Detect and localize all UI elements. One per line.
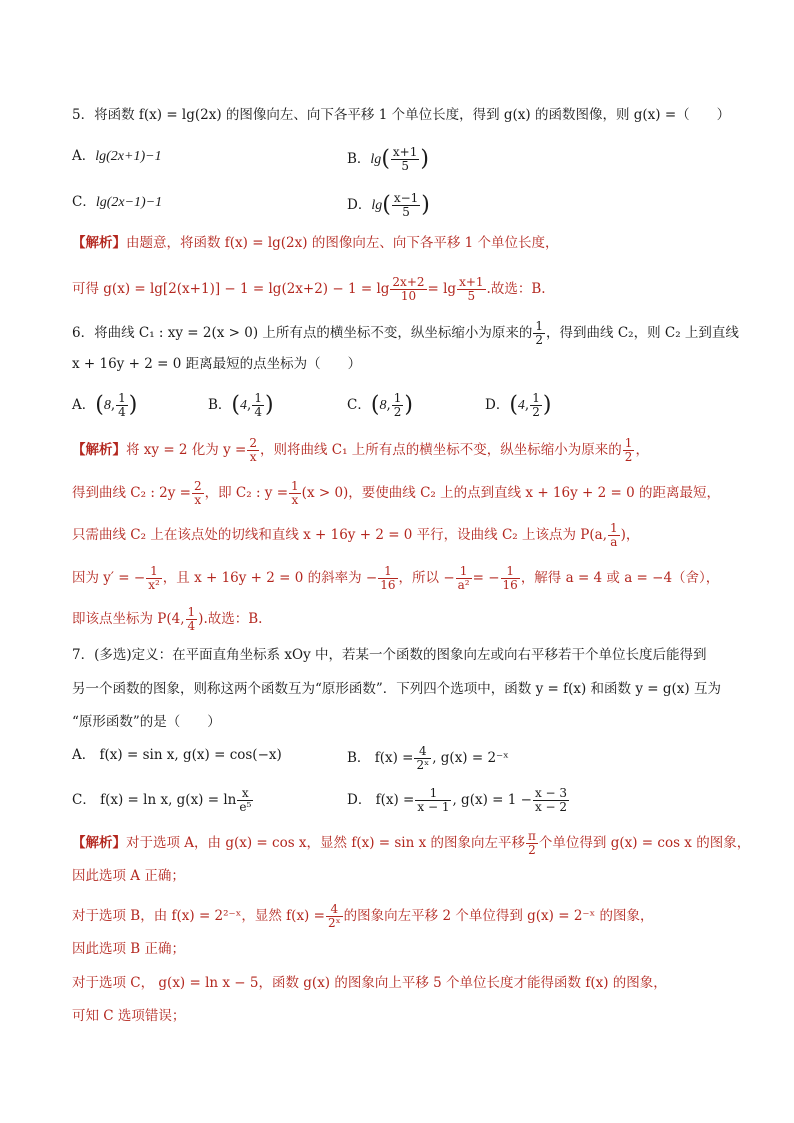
q7-analysis-line3: 对于选项 B，由 f(x) = 2²⁻ˣ，显然 f(x) = $\frac{4}{\text{2ˣ}}$ 的图象向左平移 2 个单位得到 g(x) = 2⁻ˣ 的图象， bbox=[72, 902, 654, 930]
q7-analysis-line2: 因此选项 A 正确； bbox=[72, 868, 185, 884]
q6-stem-line1: 6．将曲线 C₁ : xy = 2(x > 0) 上所有点的横坐标不变，纵坐标缩小为原来的 $\frac{1}{2}$ ，得到曲线 C₂，则 C₂ 上到直线 bbox=[72, 319, 739, 347]
q7-analysis-line4: 因此选项 B 正确； bbox=[72, 941, 186, 957]
q6-analysis-line2: 得到曲线 C₂ : 2y = $\frac{2}{x}$ ，即 C₂ : y = $\frac{1}{x}$ (x > 0)，要使曲线 C₂ 上的点到直线 x + 16y + 2 = 0 的距离最短， bbox=[72, 479, 720, 507]
q7-analysis-line6: 可知 C 选项错误； bbox=[72, 1008, 186, 1024]
q5-option-d: D．lg( $\frac{x-1}{5}$ ) bbox=[347, 191, 430, 219]
q5-option-b: B．lg( $\frac{x+1}{5}$ ) bbox=[347, 145, 429, 173]
q7-option-c: C． f(x) = ln x, g(x) = ln $\frac{x}{\text{e⁵}}$ bbox=[72, 786, 252, 814]
q7-analysis-line1: 【解析】对于选项 A，由 g(x) = cos x，显然 f(x) = sin x 的图象向左平移 $\frac{\pi}{2}$ 个单位得到 g(x) = cos x 的图象， bbox=[72, 829, 751, 857]
q6-option-a: A．(8, $\frac{1}{4}$ ) bbox=[72, 391, 138, 419]
q5-analysis-line2: 可得 g(x) = lg[2(x+1)] − 1 = lg(2x+2) − 1 = lg $\frac{2x+2}{10}$ = lg $\frac{x+1}{5}$ .故选：B. bbox=[72, 275, 546, 303]
q6-option-d: D．(4, $\frac{1}{2}$ ) bbox=[485, 391, 552, 419]
q7-analysis-line5: 对于选项 C， g(x) = ln x − 5，函数 g(x) 的图象向上平移 5 个单位长度才能得函数 f(x) 的图象， bbox=[72, 975, 667, 991]
q6-analysis-line5: 即该点坐标为 P(4, $\frac{1}{4}$ ).故选：B. bbox=[72, 605, 263, 633]
q7-option-a: A． f(x) = sin x, g(x) = cos(−x) bbox=[72, 747, 282, 763]
q5-stem: 5．将函数 f(x) = lg(2x) 的图像向左、向下各平移 1 个单位长度，得到 g(x) 的函数图像，则 g(x) =（ ） bbox=[72, 107, 731, 123]
q6-option-c: C．(8, $\frac{1}{2}$ ) bbox=[347, 391, 413, 419]
q6-stem-line2: x + 16y + 2 = 0 距离最短的点坐标为（ ） bbox=[72, 356, 362, 372]
q5-option-c: C．lg(2x−1)−1 bbox=[72, 194, 163, 210]
q7-stem-line2: 另一个函数的图象，则称这两个函数互为“原形函数”．下列四个选项中，函数 y = f(x) 和函数 y = g(x) 互为 bbox=[72, 681, 721, 697]
q6-option-b: B．(4, $\frac{1}{4}$ ) bbox=[208, 391, 274, 419]
q5-analysis-line1: 【解析】由题意，将函数 f(x) = lg(2x) 的图像向左、向下各平移 1 个单位长度， bbox=[72, 235, 559, 251]
q7-stem-line1: 7．(多选)定义：在平面直角坐标系 xOy 中，若某一个函数的图象向左或向右平移若干个单位长度后能得到 bbox=[72, 647, 707, 663]
q7-stem-line3: “原形函数”的是（ ） bbox=[72, 714, 221, 730]
q7-option-d: D． f(x) = $\frac{1}{x - 1}$ , g(x) = 1 − $\frac{x - 3}{x - 2}$ bbox=[347, 786, 568, 814]
q6-analysis-line1: 【解析】将 xy = 2 化为 y = $\frac{2}{x}$ ，则将曲线 C₁ 上所有点的横坐标不变，纵坐标缩小为原来的 $\frac{1}{2}$ ， bbox=[72, 436, 649, 464]
q6-analysis-line3: 只需曲线 C₂ 上在该点处的切线和直线 x + 16y + 2 = 0 平行，设曲线 C₂ 上该点为 P(a, $\frac{1}{a}$ )， bbox=[72, 521, 640, 549]
q7-option-b: B． f(x) = $\frac{4}{\text{2ˣ}}$ , g(x) = 2⁻ˣ bbox=[347, 744, 509, 772]
q6-analysis-line4: 因为 y′ = − $\frac{1}{\text{x²}}$ ，且 x + 16y + 2 = 0 的斜率为 − $\frac{1}{16}$ ，所以 − $\frac{1}{\text{a²}}$ = − $\frac{1}{16}$ ，解得 a = 4 或 a = −4（舍）， bbox=[72, 564, 720, 592]
q5-option-a: A．lg(2x+1)−1 bbox=[72, 148, 162, 164]
